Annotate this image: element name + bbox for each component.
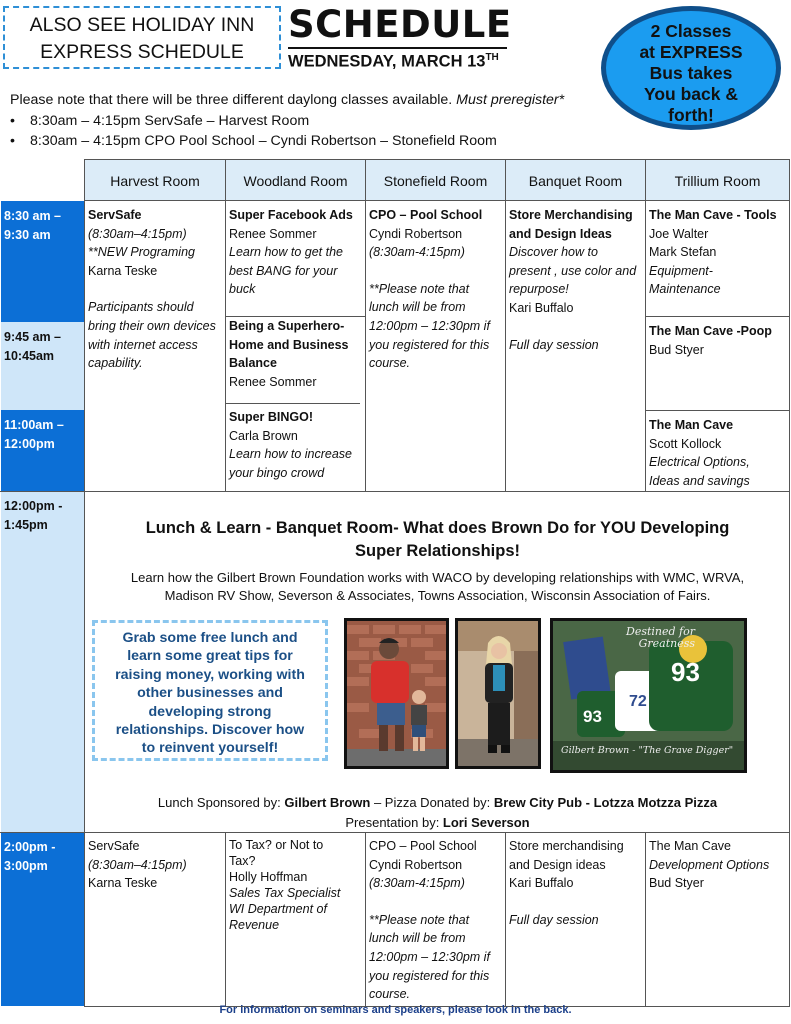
- session-time: (8:30am–4:15pm): [88, 226, 187, 241]
- photo-woman-presenter: [455, 618, 541, 769]
- session-title: The Man Cave: [649, 418, 734, 432]
- session-desc: best BANG for your: [229, 263, 338, 278]
- spacer: [509, 318, 642, 336]
- session-presenter: Holly Hoffman: [229, 870, 308, 884]
- session-desc: Learn how to get the: [229, 245, 343, 260]
- session-trillium-development: [646, 833, 790, 897]
- session-note: capability.: [88, 356, 143, 371]
- spacer: [88, 280, 222, 298]
- photo-gilbert-brown-poster: [550, 618, 747, 773]
- sponsor-name: Gilbert Brown: [284, 795, 371, 810]
- spacer: [509, 893, 642, 911]
- class-bullets: [10, 111, 497, 151]
- session-desc: Electrical Options,: [649, 455, 750, 470]
- session-presenter: Karna Teske: [88, 876, 158, 891]
- note-text: Please note that there will be three different daylong classes available.: [10, 92, 457, 108]
- session-desc: present , use color and: [509, 263, 637, 278]
- grid-line: [645, 410, 790, 411]
- poster-title-line: Greatness: [638, 637, 695, 650]
- room-header-woodland: Woodland Room: [225, 159, 366, 201]
- lunch-desc-line: Learn how the Gilbert Brown Foundation works with WACO by developing relationships with WMC, WRVA,: [130, 570, 745, 585]
- free-lunch-callout: [92, 620, 328, 761]
- time-slot-3: [1, 410, 84, 491]
- session-title: CPO – Pool School: [369, 839, 477, 853]
- session-desc: Development Options: [649, 857, 770, 872]
- sponsor-line: [86, 793, 789, 813]
- session-length: Full day session: [509, 912, 599, 927]
- time-text: 12:00pm: [4, 437, 55, 451]
- bullet-item: • 8:30am – 4:15pm ServSafe – Harvest Room: [10, 111, 497, 131]
- session-note: Participants should: [88, 300, 194, 315]
- session-desc: your bingo crowd: [229, 465, 325, 480]
- session-stonefield-cpo-pm: [366, 833, 505, 1008]
- time-slot-5: [1, 832, 84, 1006]
- session-note: 12:00pm – 12:30pm if: [369, 949, 490, 964]
- session-title: Super Facebook Ads: [229, 208, 353, 222]
- callout-line: relationships. Discover how: [115, 722, 305, 739]
- session-presenter: Karna Teske: [88, 263, 158, 278]
- session-title: ServSafe: [88, 208, 142, 222]
- session-title: Balance: [229, 356, 277, 371]
- callout-line: learn some great tips for: [127, 648, 293, 665]
- bus-line: at EXPRESS: [639, 42, 743, 62]
- session-banquet-merch-pm: [506, 833, 645, 933]
- time-text: 9:45 am –: [4, 330, 61, 344]
- session-time: (8:30am-4:15pm): [369, 876, 465, 891]
- time-slot-4: [1, 491, 84, 832]
- session-trillium-electrical: [646, 412, 790, 494]
- session-note: course.: [369, 987, 410, 1002]
- time-text: 2:00pm -: [4, 840, 56, 854]
- session-note: **Please note that: [369, 281, 470, 296]
- session-title: Home and Business: [229, 337, 349, 352]
- callout-line: developing strong: [148, 703, 272, 720]
- lunch-title-line: Super Relationships!: [354, 542, 521, 560]
- session-presenter: Kari Buffalo: [509, 876, 574, 891]
- session-time: (8:30am–4:15pm): [88, 857, 187, 872]
- photo-woman-presenter-image: [458, 621, 538, 766]
- session-desc: Maintenance: [649, 282, 721, 297]
- session-woodland-superhero: [226, 313, 365, 395]
- time-text: 11:00am –: [4, 418, 64, 432]
- session-desc: Revenue: [229, 918, 280, 932]
- session-note: lunch will be from: [369, 300, 466, 315]
- session-title: ServSafe: [88, 839, 140, 853]
- jersey-number-1: 93: [583, 707, 602, 726]
- session-presenter: Mark Stefan: [649, 245, 717, 260]
- session-banquet-merch: [506, 202, 645, 358]
- session-presenter: Renee Sommer: [229, 374, 317, 389]
- session-desc: Ideas and savings: [649, 473, 750, 488]
- session-note: **Please note that: [369, 912, 470, 927]
- session-harvest-servsafe: [85, 202, 225, 377]
- session-presenter: Cyndi Robertson: [369, 857, 463, 872]
- poster-caption: Gilbert Brown - "The Grave Digger": [561, 745, 734, 756]
- session-title: Store Merchandising: [509, 208, 633, 222]
- time-text: 9:30 am: [4, 228, 51, 242]
- room-header-harvest: Harvest Room: [84, 159, 226, 201]
- session-new: **NEW Programing: [88, 245, 195, 260]
- callout-line: other businesses and: [137, 685, 283, 702]
- session-presenter: Joe Walter: [649, 226, 709, 241]
- spacer: [369, 893, 502, 911]
- lunch-desc-line: Madison RV Show, Severson & Associates, Towns Association, Wisconsin Association of Fairs.: [164, 588, 711, 603]
- title-underline: [288, 47, 507, 49]
- time-text: 12:00pm -: [4, 499, 63, 513]
- date-text: WEDNESDAY, MARCH 13: [288, 52, 486, 71]
- session-time: (8:30am-4:15pm): [369, 245, 465, 260]
- session-title: Super BINGO!: [229, 410, 314, 424]
- session-stonefield-cpo: [366, 202, 505, 377]
- session-woodland-bingo: [226, 404, 365, 486]
- session-title: and Design Ideas: [509, 226, 612, 241]
- time-text: 3:00pm: [4, 859, 48, 873]
- time-slot-2: [1, 322, 84, 410]
- bus-line: 2 Classes: [650, 21, 732, 41]
- lunch-title: [86, 517, 789, 563]
- session-desc: WI Department of: [229, 902, 327, 916]
- session-presenter: Carla Brown: [229, 428, 298, 443]
- date-suffix: TH: [485, 52, 499, 63]
- jersey-number-2: 72: [629, 693, 647, 710]
- session-title: Tax?: [229, 854, 256, 868]
- poster-title-line: Destined for: [626, 625, 695, 638]
- session-desc: repurpose!: [509, 282, 569, 297]
- session-desc: buck: [229, 282, 256, 297]
- session-note: lunch will be from: [369, 931, 466, 946]
- session-note: bring their own devices: [88, 318, 216, 333]
- room-header-banquet: Banquet Room: [505, 159, 646, 201]
- bullet-item: • 8:30am – 4:15pm CPO Pool School – Cyndi Robertson – Stonefield Room: [10, 131, 497, 151]
- time-slot-1: [1, 201, 84, 322]
- session-desc: Equipment-: [649, 263, 713, 278]
- session-presenter: Bud Styer: [649, 342, 704, 357]
- bus-notice-oval: [601, 6, 781, 130]
- lunch-sponsors: [86, 793, 789, 833]
- session-title: CPO – Pool School: [369, 208, 483, 222]
- photo-man-and-child: [344, 618, 449, 769]
- callout-line: Grab some free lunch and: [122, 630, 298, 646]
- bus-line: Bus takes: [649, 63, 733, 83]
- lunch-title-line: Lunch & Learn - Banquet Room- What does Brown Do for YOU Developing: [145, 519, 730, 537]
- holiday-line-2: EXPRESS SCHEDULE: [40, 41, 244, 63]
- session-harvest-servsafe-pm: [85, 833, 225, 897]
- session-trillium-poop: [646, 318, 790, 363]
- session-title: Being a Superhero-: [229, 319, 345, 333]
- session-desc: Discover how to: [509, 245, 598, 260]
- session-note: with internet access: [88, 337, 198, 352]
- jersey-number-3: 93: [671, 657, 700, 687]
- note-emphasis: Must preregister*: [456, 92, 565, 108]
- time-text: 10:45am: [4, 349, 55, 363]
- callout-line: to reinvent yourself!: [141, 740, 279, 757]
- session-presenter: Renee Sommer: [229, 226, 317, 241]
- grid-line: [645, 316, 790, 317]
- presenter-line: [86, 813, 789, 833]
- time-text: 8:30 am –: [4, 209, 61, 223]
- session-note: course.: [369, 356, 410, 371]
- presenter-label: Presentation by:: [345, 815, 443, 830]
- session-note: 12:00pm – 12:30pm if: [369, 318, 490, 333]
- session-presenter: Kari Buffalo: [509, 300, 574, 315]
- session-title: and Design ideas: [509, 857, 606, 872]
- session-woodland-facebook: [226, 202, 365, 303]
- bus-line: You back &: [643, 84, 738, 104]
- session-presenter: Cyndi Robertson: [369, 226, 463, 241]
- spacer: [369, 262, 502, 280]
- session-note: you registered for this: [369, 337, 490, 352]
- time-text: 1:45pm: [4, 518, 48, 532]
- sponsor-label: – Pizza Donated by:: [370, 795, 494, 810]
- bus-line: forth!: [668, 105, 714, 125]
- session-presenter: Scott Kollock: [649, 436, 722, 451]
- room-header-stonefield: Stonefield Room: [365, 159, 506, 201]
- session-length: Full day session: [509, 337, 599, 352]
- room-header-trillium: Trillium Room: [645, 159, 790, 201]
- session-desc: Sales Tax Specialist: [229, 886, 341, 900]
- photo-man-and-child-image: [347, 621, 446, 766]
- session-note: you registered for this: [369, 968, 490, 983]
- session-title: The Man Cave: [649, 839, 731, 853]
- session-woodland-tax: [226, 833, 365, 937]
- holiday-inn-notice: [3, 6, 281, 69]
- session-title: Store merchandising: [509, 839, 624, 853]
- lunch-description: [86, 569, 789, 605]
- session-presenter: Bud Styer: [649, 876, 704, 891]
- preregister-note: [10, 92, 564, 108]
- session-desc: Learn how to increase: [229, 447, 352, 462]
- session-title: The Man Cave - Tools: [649, 208, 777, 222]
- footer-note: For information on seminars and speakers, please look in the back.: [219, 1004, 572, 1016]
- holiday-line-1: ALSO SEE HOLIDAY INN: [29, 14, 255, 36]
- session-title: To Tax? or Not to: [229, 838, 324, 852]
- sponsor-name: Brew City Pub - Lotzza Motzza Pizza: [493, 795, 718, 810]
- page-title: SCHEDULE: [288, 3, 512, 46]
- session-trillium-tools: [646, 202, 790, 303]
- callout-line: raising money, working with: [115, 666, 305, 683]
- presenter-name: Lori Severson: [442, 815, 530, 830]
- schedule-date: [288, 52, 499, 72]
- session-title: The Man Cave -Poop: [649, 324, 772, 338]
- sponsor-label: Lunch Sponsored by:: [157, 795, 285, 810]
- poster-title: [609, 626, 695, 650]
